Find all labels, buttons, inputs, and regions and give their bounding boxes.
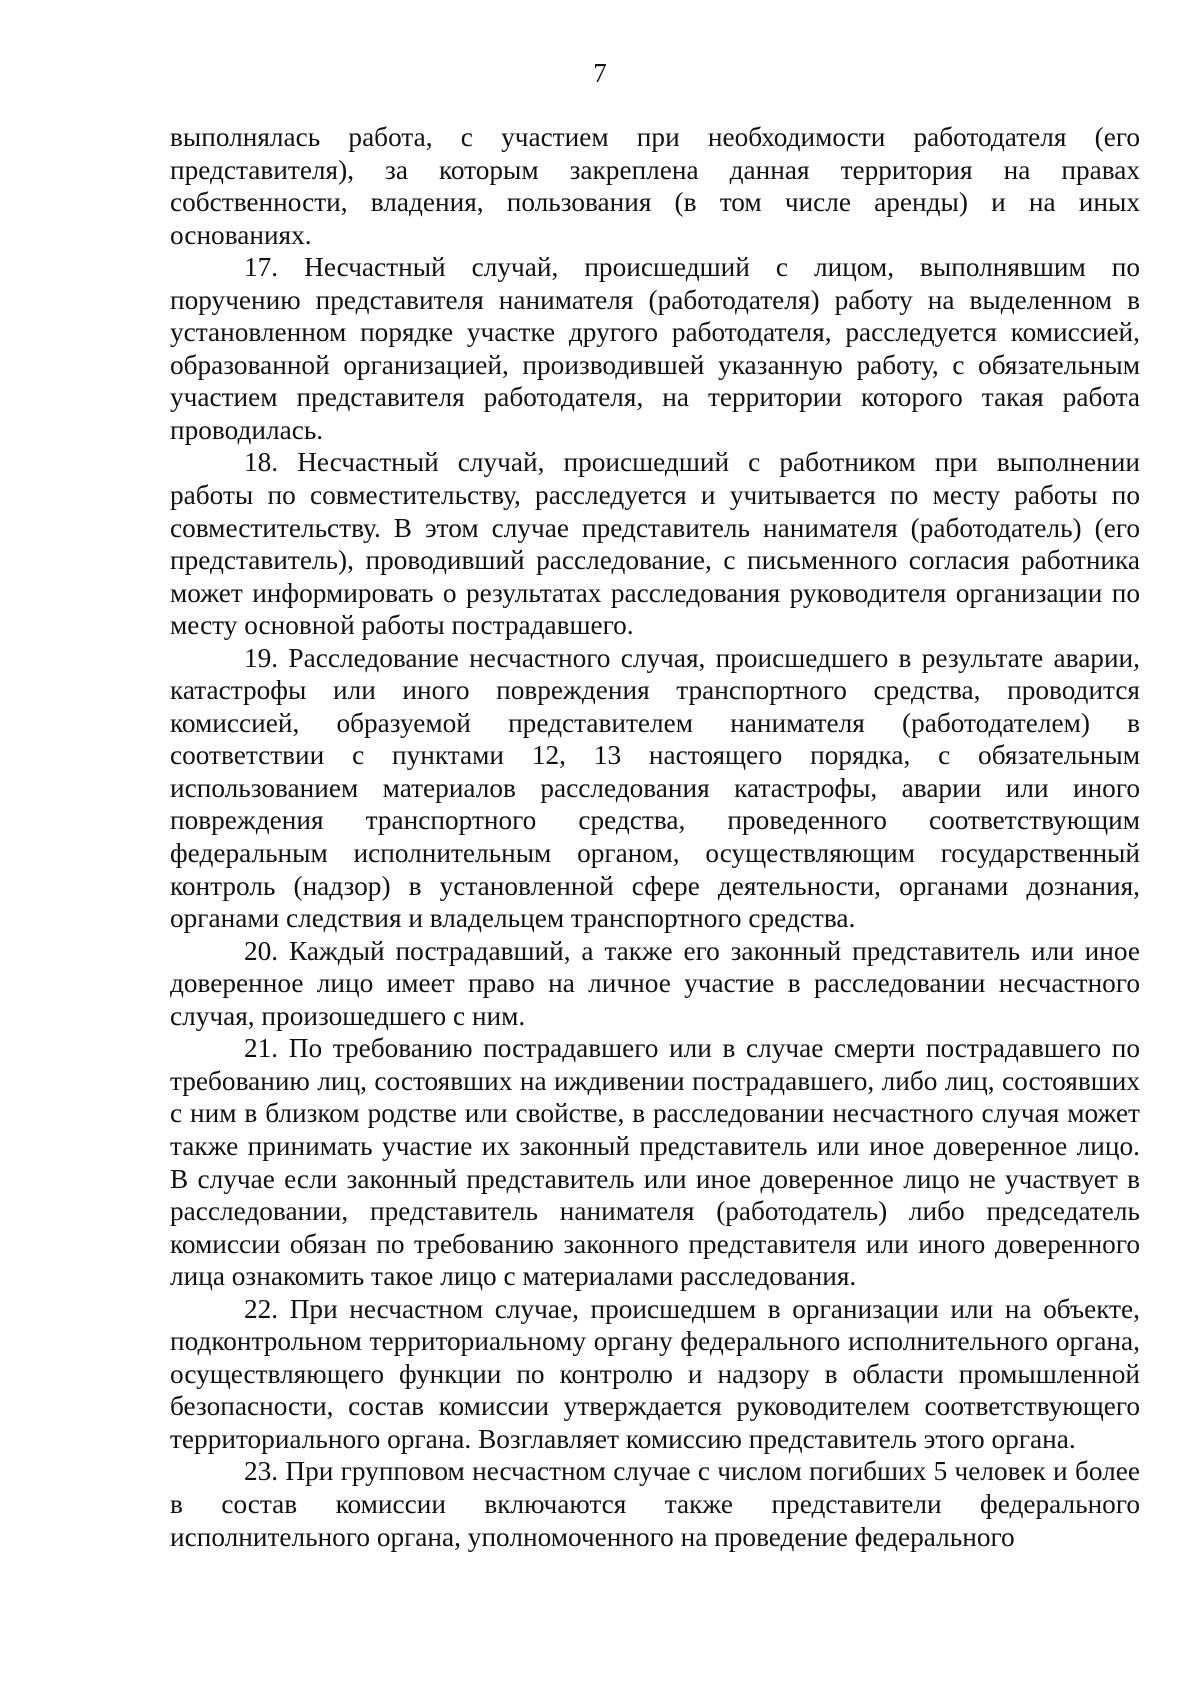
paragraph-19: 19. Расследование несчастного случая, происшедшего в результате аварии, катастрофы или иного повреждения транспортного средства, проводится комиссией, образуемой представителем нанимателя (работодателем) в соответствии с пунктами 12, 13 настоящего порядка, с обязательным использованием материалов расследования катастрофы, аварии или иного повреждения транспортного средства, проведенного соответствующим федеральным исполнительным органом, осуществляющим государственный контроль (надзор) в установленной сфере деятельности, органами дознания, органами следствия и владельцем транспортного средства. <box>170 642 1140 934</box>
paragraph-18: 18. Несчастный случай, происшедший с работником при выполнении работы по совместительству, расследуется и учитывается по месту работы по совместительству. В этом случае представитель нанимателя (работодатель) (его представитель), проводивший расследование, с письменного согласия работника может информировать о результатах расследования руководителя организации по месту основной работы пострадавшего. <box>170 447 1140 641</box>
paragraph-17: 17. Несчастный случай, происшедший с лицом, выполнявшим по поручению представителя нанимателя (работодателя) работу на выделенном в установленном порядке участке другого работодателя, расследуется комиссией, образованной организацией, производившей указанную работу, с обязательным участием представителя работодателя, на территории которого такая работа проводилась. <box>170 252 1140 445</box>
page-number: 7 <box>593 58 607 88</box>
paragraph-21: 21. По требованию пострадавшего или в случае смерти пострадавшего по требованию лиц, состоявших на иждивении пострадавшего, либо лиц, состоявших с ним в близком родстве или свойстве, в расследовании несчастного случая может также принимать участие их законный представитель или иное доверенное лицо. В случае если законный представитель или иное доверенное лицо не участвует в расследовании, представитель нанимателя (работодатель) либо председатель комиссии обязан по требованию законного представителя или иного доверенного лица ознакомить такое лицо с материалами расследования. <box>170 1033 1140 1292</box>
paragraph-22: 22. При несчастном случае, происшедшем в организации или на объекте, подконтрольном территориальному органу федерального исполнительного органа, осуществляющего функции по контролю и надзору в области промышленной безопасности, состав комиссии утверждается руководителем соответствующего территориального органа. Возглавляет комиссию представитель этого органа. <box>170 1293 1140 1454</box>
paragraph-continuation: выполнялась работа, с участием при необходимости работодателя (его представителя), за которым закреплена данная территория на правах собственности, владения, пользования (в том числе аренды) и на иных основаниях. <box>170 122 1140 250</box>
paragraph-23: 23. При групповом несчастном случае с числом погибших 5 человек и более в состав комиссии включаются также представители федерального исполнительного органа, уполномоченного на проведение федерального <box>170 1456 1140 1552</box>
document-body <box>170 121 1140 1553</box>
paragraph-20: 20. Каждый пострадавший, а также его законный представитель или иное доверенное лицо имеет право на личное участие в расследовании несчастного случая, произошедшего с ним. <box>170 935 1140 1031</box>
